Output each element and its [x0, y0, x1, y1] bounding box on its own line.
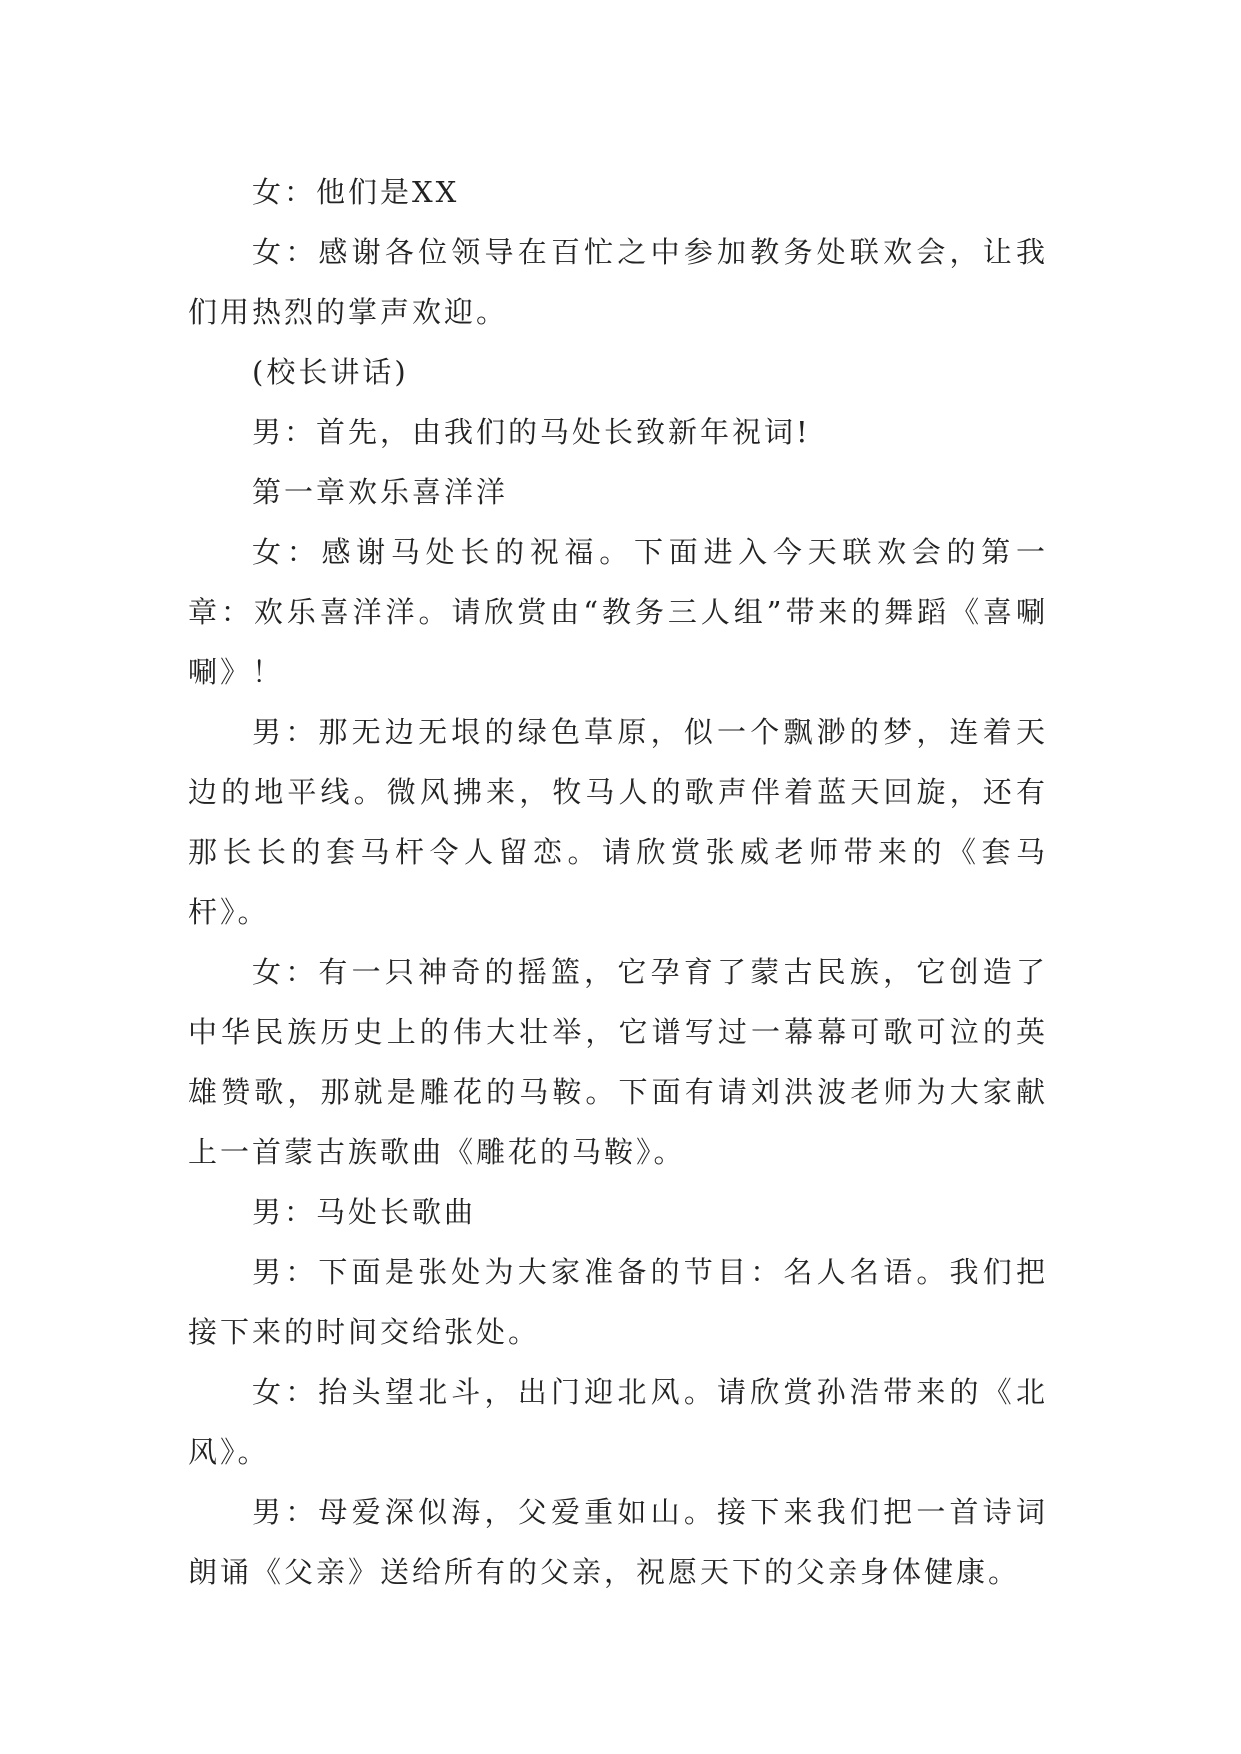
paragraph: 男：母爱深似海，父爱重如山。接下来我们把一首诗词朗诵《父亲》送给所有的父亲，祝愿天下的父亲身体健康。 — [188, 1495, 1048, 1589]
paragraph: 男：马处长歌曲 — [252, 1195, 477, 1229]
paragraph: 女：感谢马处长的祝福。下面进入今天联欢会的第一章：欢乐喜洋洋。请欣赏由“教务三人组”带来的舞蹈《喜唰唰》！ — [188, 535, 1048, 689]
paragraph: 女：抬头望北斗，出门迎北风。请欣赏孙浩带来的《北风》。 — [188, 1375, 1048, 1469]
paragraph: 男：下面是张处为大家准备的节目：名人名语。我们把接下来的时间交给张处。 — [188, 1255, 1048, 1349]
paragraph: 女：有一只神奇的摇篮，它孕育了蒙古民族，它创造了中华民族历史上的伟大壮举，它谱写过一幕幕可歌可泣的英雄赞歌，那就是雕花的马鞍。下面有请刘洪波老师为大家献上一首蒙古族歌曲《雕花的马鞍》。 — [188, 955, 1048, 1169]
paragraph: 女：他们是XX — [252, 175, 460, 209]
paragraph: (校长讲话) — [252, 355, 409, 389]
section-heading: 第一章欢乐喜洋洋 — [252, 475, 509, 509]
paragraph: 男：首先，由我们的马处长致新年祝词! — [252, 415, 811, 449]
paragraph: 女：感谢各位领导在百忙之中参加教务处联欢会，让我们用热烈的掌声欢迎。 — [188, 235, 1048, 329]
paragraph: 男：那无边无垠的绿色草原，似一个飘渺的梦，连着天边的地平线。微风拂来，牧马人的歌声伴着蓝天回旋，还有那长长的套马杆令人留恋。请欣赏张威老师带来的《套马杆》。 — [188, 715, 1048, 929]
document-body — [188, 162, 1048, 1602]
